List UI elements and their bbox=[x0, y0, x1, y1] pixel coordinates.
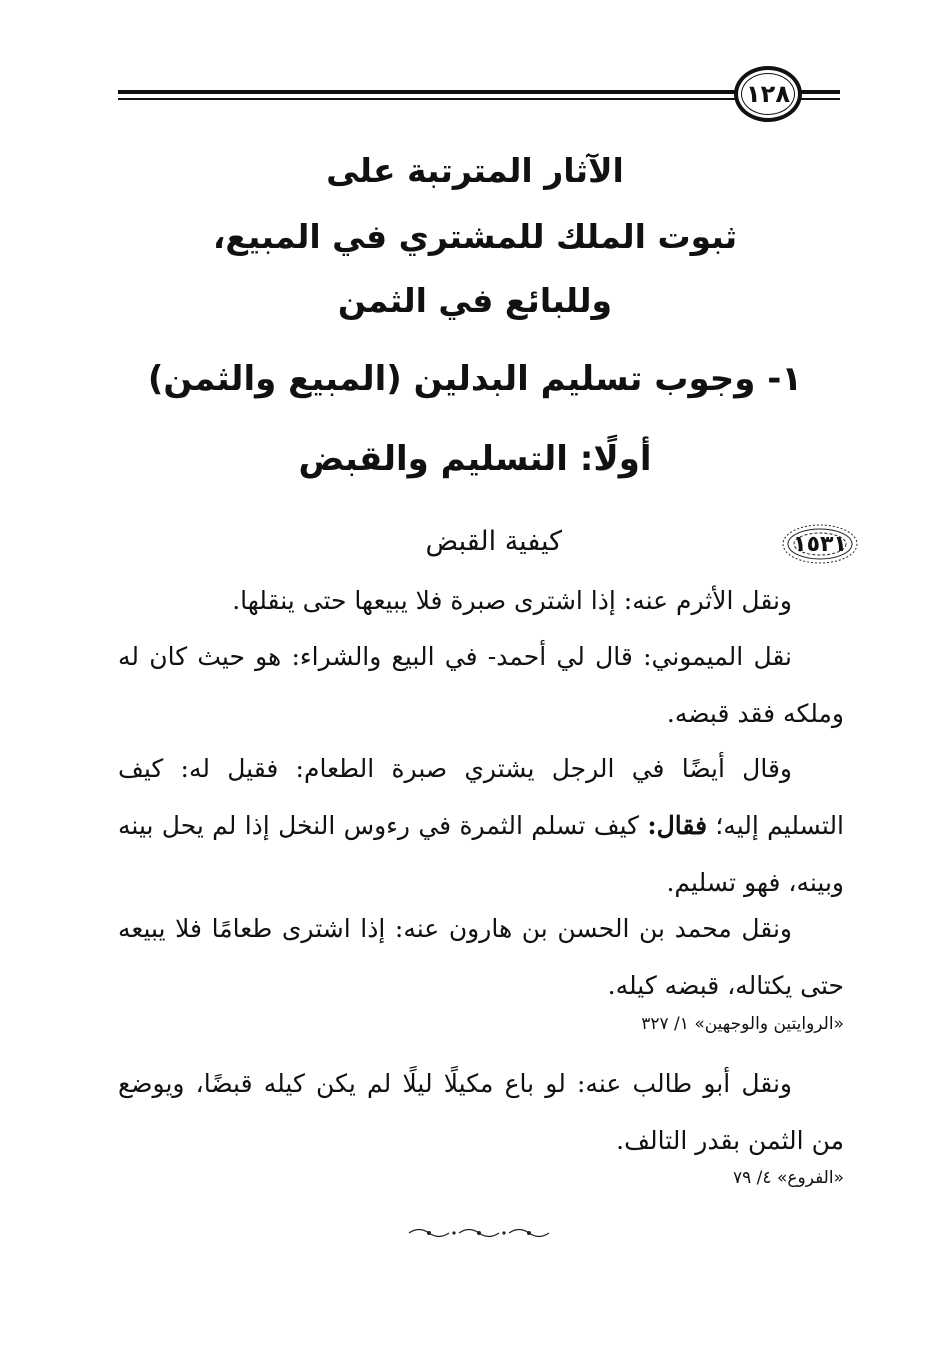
paragraph-4 bbox=[118, 900, 844, 1014]
page-end-ornament-icon bbox=[405, 1226, 555, 1240]
header-rule-thin bbox=[118, 98, 840, 100]
page-header bbox=[118, 66, 840, 122]
header-rule-thick bbox=[118, 90, 840, 94]
section-number-rosette bbox=[780, 522, 860, 566]
chapter-title-line-1: الآثار المترتبة على bbox=[326, 151, 624, 190]
paragraph-2-text: نقل الميموني: قال لي أحمد- في البيع والشراء: هو حيث كان له وملكه فقد قبضه. bbox=[118, 642, 844, 728]
paragraph-3-text-end: كيف تسلم الثمرة في رءوس النخل إذا لم يحل بينه وبينه، فهو تسليم. bbox=[118, 811, 844, 897]
paragraph-3-text-start: وقال أيضًا في الرجل يشتري صبرة الطعام: فقيل له: كيف التسليم إليه؛ bbox=[118, 754, 845, 840]
paragraph-1 bbox=[118, 572, 844, 629]
page-number: ١٢٨ bbox=[746, 80, 790, 108]
chapter-title-line-3: وللبائع في الثمن bbox=[337, 281, 613, 320]
section-number: ١٥٣١ bbox=[793, 531, 847, 557]
paragraph-1-text: ونقل الأثرم عنه: إذا اشترى صبرة فلا يبيعها حتى ينقلها. bbox=[232, 586, 792, 615]
paragraph-5-text: ونقل أبو طالب عنه: لو باع مكيلًا ليلًا لم يكن كيله قبضًا، ويوضع من الثمن بقدر التالف. bbox=[118, 1069, 844, 1155]
reference-1: «الروايتين والوجهين» ١/ ٣٢٧ bbox=[641, 1014, 844, 1034]
paragraph-3 bbox=[118, 740, 844, 911]
paragraph-2 bbox=[118, 628, 844, 742]
paragraph-4-text: ونقل محمد بن الحسن بن هارون عنه: إذا اشترى طعامًا فلا يبيعه حتى يكتاله، قبضه كيله. bbox=[118, 914, 844, 1000]
section-title: كيفية القبض bbox=[425, 526, 562, 557]
paragraph-3-bold-word: فقال: bbox=[647, 811, 708, 840]
section-heading: ١- وجوب تسليم البدلين (المبيع والثمن) bbox=[147, 359, 803, 399]
reference-2: «الفروع» ٤/ ٧٩ bbox=[733, 1168, 844, 1188]
chapter-title-line-2: ثبوت الملك للمشتري في المبيع، bbox=[212, 217, 738, 256]
numbered-section-row bbox=[120, 520, 860, 570]
subsection-heading: أولًا: التسليم والقبض bbox=[298, 439, 652, 479]
paragraph-5 bbox=[118, 1055, 844, 1169]
page-number-badge bbox=[734, 66, 802, 122]
